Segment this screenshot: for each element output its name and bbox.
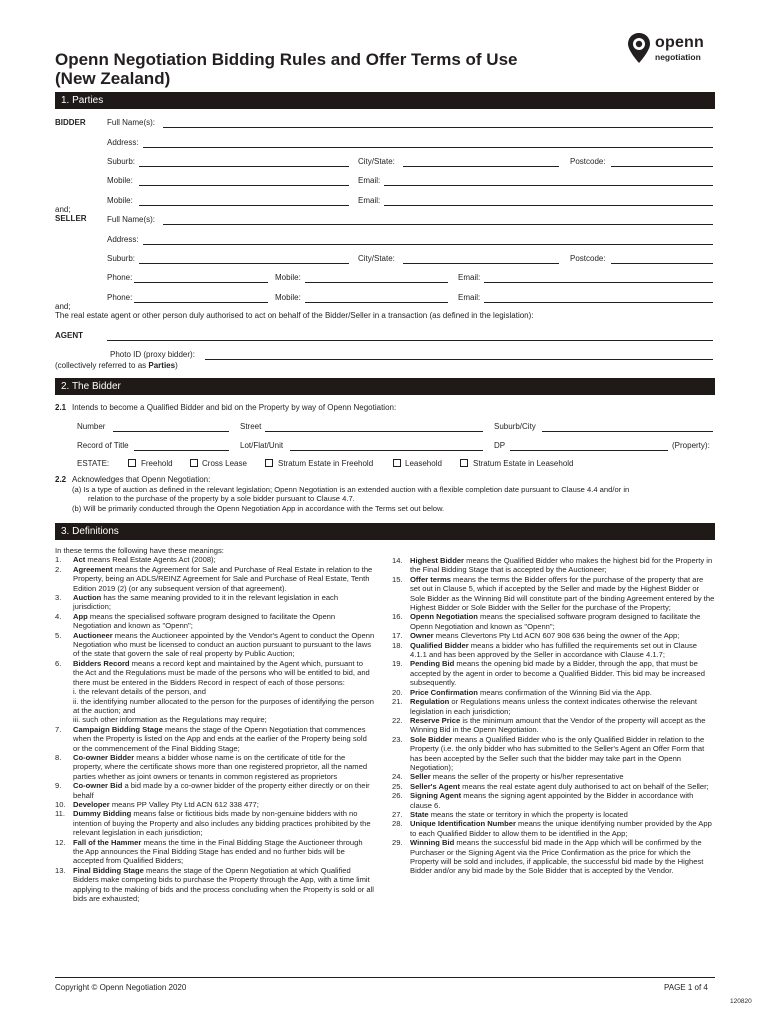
seller-city-label: City/State: [358, 254, 395, 263]
estate-label: ESTATE: [77, 459, 110, 468]
definition-number: 22. [392, 715, 403, 725]
definition-text: has the same meaning provided to it in the relevant legislation in each jurisdiction; [73, 593, 339, 612]
definition-number: 10. [55, 799, 66, 809]
seller-email-label: Email: [458, 273, 481, 282]
stratum-leasehold-label: Stratum Estate in Leasehold [473, 459, 574, 468]
definition-item [55, 715, 375, 724]
definition-number: 14. [392, 556, 403, 565]
definition-item [55, 687, 375, 696]
seller-phone-label: Phone: [107, 273, 133, 282]
definition-item [55, 866, 375, 904]
definition-number: 7. [55, 724, 62, 734]
definition-term: Co-owner Bidder [73, 752, 135, 762]
definition-term: Dummy Bidding [73, 809, 132, 819]
number-field[interactable] [113, 431, 229, 432]
bidder-postcode-field[interactable] [611, 166, 713, 167]
and-text: and; [55, 205, 71, 214]
suburb-city-field[interactable] [542, 431, 713, 432]
definition-item [55, 800, 375, 809]
definition-text: means the unique identifying number provided by the App to each Qualified Bidder to allow them to be identified in the App; [410, 819, 712, 838]
footer-copyright: Copyright © Openn Negotiation 2020 [55, 983, 187, 992]
bidder-address-label: Address: [107, 138, 139, 147]
agent-field[interactable] [107, 340, 713, 341]
seller-mobile-label: Mobile: [275, 273, 301, 282]
definition-number: 20. [392, 687, 403, 697]
definitions-left-column [55, 546, 375, 903]
bidder-mobile-field[interactable] [139, 185, 349, 186]
stratum-freehold-label: Stratum Estate in Freehold [278, 459, 374, 468]
bidder-mobile2-label: Mobile: [107, 196, 133, 205]
definition-item [392, 688, 715, 697]
definition-number: 5. [55, 630, 62, 640]
seller-full-names-label: Full Name(s): [107, 215, 156, 224]
seller-label: SELLER [55, 214, 87, 223]
bidder-suburb-label: Suburb: [107, 157, 136, 166]
lot-label: Lot/Flat/Unit [240, 441, 284, 450]
definition-number: 15. [392, 574, 403, 584]
agent-description: The real estate agent or other person duly authorised to act on behalf of the Bidder/Seller in a transaction (as defined in the legislation): [55, 311, 534, 320]
seller-phone-field[interactable] [134, 282, 268, 283]
definition-text: means the terms the Bidder offers for the purchase of the property that are set out in Clause 5, which if accepted by the Seller and made by the Highest Bidder or Sole Bidder as the Winning Bid will constitute part of the binding Agreement entered by the Highest Bidder or Sole Bidder with the Seller for the purchase of the Property; [410, 574, 715, 613]
definition-item [392, 641, 715, 660]
definition-item [392, 697, 715, 716]
definition-item [55, 697, 375, 716]
definition-item [55, 659, 375, 687]
definition-item [392, 556, 715, 575]
definition-text: i. the relevant details of the person, and [73, 687, 206, 697]
definition-number: 1. [55, 555, 62, 565]
logo-word: openn [655, 34, 704, 51]
definition-text: ii. the identifying number allocated to the person for the purposes of identifying the person at the auction; and [73, 696, 374, 715]
definition-number: 8. [55, 752, 62, 762]
definition-item [392, 772, 715, 781]
definition-item [392, 810, 715, 819]
definition-term: Fall of the Hammer [73, 837, 142, 847]
collectively-text: (collectively referred to as Parties) [55, 361, 178, 370]
definition-text: means a bidder who has fulfilled the requirements set out in Clause 4.1.1 and has been approved by the Seller in accordance with Clause 4.1.7; [410, 640, 698, 660]
cross-lease-label: Cross Lease [202, 459, 247, 468]
definition-item [55, 612, 375, 631]
definition-number: 27. [392, 809, 403, 819]
definition-number: 3. [55, 593, 62, 603]
definition-term: Signing Agent [410, 791, 462, 801]
agent-label: AGENT [55, 331, 83, 340]
seller-city-field[interactable] [403, 263, 559, 264]
seller-mobile2-field[interactable] [305, 302, 448, 303]
seller-suburb-label: Suburb: [107, 254, 136, 263]
definition-text: means the signing agent appointed by the Bidder in accordance with clause 6. [410, 791, 694, 810]
record-title-field[interactable] [134, 450, 229, 451]
definition-item [392, 612, 715, 631]
definition-term: Bidders Record [73, 658, 130, 668]
definition-text: means the Auctioneer appointed by the Vendor's Agent to conduct the Openn Negotiation who must be licensed to conduct an auction pursuant to pursuant to the laws of the state that govern the sale of real property by Public Auction; [73, 630, 375, 659]
definition-text: a bid made by a co-owner bidder of the property either directly or on their behalf [73, 781, 370, 800]
definition-term: Openn Negotiation [410, 612, 478, 622]
bidder-city-label: City/State: [358, 157, 395, 166]
leasehold-checkbox[interactable] [393, 459, 401, 467]
logo-sub: negotiation [655, 52, 701, 62]
definition-text: means confirmation of the Winning Bid via the App. [477, 687, 652, 697]
definition-number: 23. [392, 734, 403, 744]
definition-text: means the stage of the Openn Negotiation that commences when the Property is listed on the App and ends at the earlier of the Property being sold or the commencement of the Final Bidding Stage; [73, 724, 367, 753]
bidder-full-names-field[interactable] [163, 127, 713, 128]
definition-number: 19. [392, 659, 403, 669]
definition-text: iii. such other information as the Regulations may require; [73, 715, 267, 725]
photo-id-field[interactable] [205, 359, 713, 360]
seller-postcode-label: Postcode: [570, 254, 606, 263]
definition-number: 4. [55, 611, 62, 621]
dp-label: DP [494, 441, 506, 450]
seller-mobile-field[interactable] [305, 282, 448, 283]
bidder-email2-field[interactable] [384, 205, 713, 206]
section-definitions-header: 3. Definitions [55, 523, 715, 540]
definition-text: means the opening bid made by a Bidder, through the app, that must be accepted by the agent in order to become a Qualified Bidder. This bid may be increased subsequently. [410, 659, 705, 688]
clause-2-1-number: 2.1 [55, 403, 67, 412]
definition-term: Sole Bidder [410, 734, 453, 744]
definition-term: Reserve Price [410, 715, 461, 725]
bidder-mobile-label: Mobile: [107, 176, 133, 185]
definition-number: 13. [55, 865, 66, 875]
definition-term: Final Bidding Stage [73, 865, 144, 875]
record-title-label: Record of Title [77, 441, 129, 450]
definition-item [392, 735, 715, 773]
definition-text: means the state or territory in which the property is located [428, 809, 628, 819]
definition-term: Owner [410, 631, 434, 641]
definition-term: Seller [410, 772, 431, 782]
definition-number: 24. [392, 772, 403, 782]
definition-term: Winning Bid [410, 838, 455, 848]
clause-2-2-number: 2.2 [55, 475, 67, 484]
definition-text: means the Qualified Bidder who makes the highest bid for the Property in the Final Bidding Stage that is accepted by the Auctioneer; [410, 556, 713, 575]
definition-number: 28. [392, 819, 403, 829]
definition-text: means the stage of the Openn Negotiation at which Qualified Bidders make competing bids to purchase the Property through the App, with a time limit applying to the making of bids and the process concluding when the Property is sold or all bids are exhausted; [73, 865, 374, 904]
bidder-email-field[interactable] [384, 185, 713, 186]
seller-email2-field[interactable] [484, 302, 713, 303]
definition-item [55, 631, 375, 659]
freehold-label: Freehold [141, 459, 173, 468]
definition-term: Price Confirmation [410, 687, 478, 697]
seller-suburb-field[interactable] [139, 263, 349, 264]
definition-item [55, 838, 375, 866]
definition-number: 29. [392, 838, 403, 848]
definition-term: Qualified Bidder [410, 640, 469, 650]
definition-term: App [73, 611, 88, 621]
definition-item [55, 555, 375, 564]
definition-number: 16. [392, 612, 403, 622]
definition-number: 21. [392, 697, 403, 707]
definition-term: Auction [73, 593, 102, 603]
definition-number: 11. [55, 809, 65, 819]
footer-page-number: PAGE 1 of 4 [664, 983, 708, 992]
definition-number: 26. [392, 791, 403, 801]
definition-text: or Regulations means unless the context indicates otherwise the relevant legislation in each jurisdiction; [410, 697, 698, 716]
definition-text: means a Qualified Bidder who is the only Qualified Bidder in relation to the Property (i.e. the only bidder who has submitted to the Seller's Agent an Offer Form that has been accepted by the Seller such that the bidder may take part in the Openn Negotiation); [410, 734, 705, 772]
definition-term: Act [73, 555, 86, 565]
seller-email2-label: Email: [458, 293, 481, 302]
definition-item [392, 716, 715, 735]
definition-text: means PP Valley Pty Ltd ACN 612 338 477; [109, 799, 259, 809]
definition-term: Auctioneer [73, 630, 113, 640]
definitions-right-column [392, 556, 715, 876]
definition-text: means a bidder whose name is on the certificate of title for the property, where the certificate shows more than one registered proprietor, all the named parties whether as joint owners or tenants in common registered as proprietors [73, 752, 368, 781]
definition-number: 6. [55, 658, 62, 668]
definition-term: State [410, 809, 429, 819]
seller-full-names-field[interactable] [163, 224, 713, 225]
definition-text: means the specialised software program designed to facilitate the Openn Negotiation and known as "Openn"; [410, 612, 701, 631]
definition-term: Regulation [410, 697, 450, 707]
definition-number: 9. [55, 781, 62, 791]
page-title: Openn Negotiation Bidding Rules and Offer Terms of Use (New Zealand) [55, 50, 518, 88]
street-field[interactable] [265, 431, 483, 432]
definition-item [55, 565, 375, 593]
definition-text: means Clevertons Pty Ltd ACN 607 908 636 being the owner of the App; [433, 631, 680, 641]
definition-item [392, 631, 715, 640]
dp-field[interactable] [510, 450, 668, 451]
definition-term: Developer [73, 799, 110, 809]
definition-term: Offer terms [410, 574, 451, 584]
bidder-email2-label: Email: [358, 196, 381, 205]
openn-pin-logo-icon [627, 32, 651, 64]
definition-number: 18. [392, 640, 403, 650]
photo-id-label: Photo ID (proxy bidder): [110, 350, 195, 359]
definition-text: means Real Estate Agents Act (2008); [85, 555, 216, 565]
definition-item [392, 791, 715, 810]
definition-text: means the successful bid made in the App which will be confirmed by the Purchaser or the Signing Agent via the Price Confirmation as the price for which the Property will be sold and includes, if applicable, the successful bid made by the Highest Bidder and/or any bid made by the Sole Bidder that is accepted by the Vendor. [410, 838, 704, 876]
definition-number: 2. [55, 564, 62, 574]
definition-term: Unique Identification Number [410, 819, 516, 829]
clause-2-2-b: (b) Will be primarily conducted through the Openn Negotiation App in accordance with the Terms set out below. [72, 504, 445, 513]
definitions-intro: In these terms the following have these meanings: [55, 546, 224, 555]
lot-field[interactable] [290, 450, 483, 451]
bidder-address-field[interactable] [143, 147, 713, 148]
suburb-city-label: Suburb/City [494, 422, 536, 431]
openn-logo [627, 32, 717, 68]
bidder-full-names-label: Full Name(s): [107, 118, 156, 127]
number-label: Number [77, 422, 106, 431]
definition-item [392, 659, 715, 687]
seller-postcode-field[interactable] [611, 263, 713, 264]
bidder-label: BIDDER [55, 118, 86, 127]
definition-term: Pending Bid [410, 659, 455, 669]
section-parties-header: 1. Parties [55, 92, 715, 109]
definition-term: Highest Bidder [410, 556, 465, 565]
stratum-freehold-checkbox[interactable] [265, 459, 273, 467]
seller-phone2-field[interactable] [134, 302, 268, 303]
street-label: Street [240, 422, 262, 431]
definition-text: means a record kept and maintained by the Agent which, pursuant to the Act and the Regulations must be made of the persons who will be entitled to bid, and there must be entered in the Bidders Record in respect of each of those persons: [73, 658, 370, 687]
definition-item [392, 575, 715, 613]
definition-text: means the specialised software program designed to facilitate the Openn Negotiation and known as "Openn"; [73, 611, 336, 631]
freehold-checkbox[interactable] [128, 459, 136, 467]
definition-text: means the seller of the property or his/her representative [430, 772, 624, 782]
bidder-postcode-label: Postcode: [570, 157, 606, 166]
definition-item [55, 781, 375, 800]
bidder-city-field[interactable] [403, 166, 559, 167]
seller-address-label: Address: [107, 235, 139, 244]
footer-code: 120820 [730, 998, 752, 1005]
definition-item [55, 593, 375, 612]
seller-address-field[interactable] [143, 244, 713, 245]
section-bidder-header: 2. The Bidder [55, 378, 715, 395]
definition-number: 17. [392, 631, 403, 641]
definition-item [55, 753, 375, 781]
definition-text: means false or fictitious bids made by non-genuine bidders with no intention of buying the Property and also includes any bidding practices prohibited by the relevant legislation in each jurisdiction; [73, 809, 371, 838]
seller-mobile2-label: Mobile: [275, 293, 301, 302]
clause-2-2-text: Acknowledges that Openn Negotiation: [72, 475, 211, 484]
definition-item [55, 725, 375, 753]
bidder-suburb-field[interactable] [139, 166, 349, 167]
bidder-email-label: Email: [358, 176, 381, 185]
footer-divider [55, 977, 715, 978]
definition-text: means the Agreement for Sale and Purchase of Real Estate in relation to the Property, being an ADLS/REINZ Agreement for Sale and Purchase of Real Estate, Tenth Edition 2019 (2) (or any subsequent version of that agreement). [73, 564, 373, 593]
seller-email-field[interactable] [484, 282, 713, 283]
definition-text: means the time in the Final Bidding Stage the Auctioneer through the App announces the Final Bidding Stage has ended and no further bids will be accepted from Qualified Bidders; [73, 837, 363, 866]
clause-2-2-a-line2: relation to the purchase of the property by a sole bidder pursuant to Clause 4.7. [88, 494, 355, 503]
clause-2-1-text: Intends to become a Qualified Bidder and bid on the Property by way of Openn Negotiation: [72, 403, 397, 412]
definition-text: means the real estate agent duly authorised to act on behalf of the Seller; [460, 781, 709, 791]
definition-item [392, 819, 715, 838]
leasehold-label: Leasehold [405, 459, 442, 468]
cross-lease-checkbox[interactable] [190, 459, 198, 467]
definition-number: 12. [55, 837, 66, 847]
definition-number: 25. [392, 781, 403, 791]
definition-term: Campaign Bidding Stage [73, 724, 163, 734]
definition-item [392, 838, 715, 876]
clause-2-2-a-line1: (a) Is a type of auction as defined in the relevant legislation; Openn Negotiation is an extended auction with a flexible completion date pursuant to Clause 4.4 and/or in [72, 485, 630, 494]
definition-item [392, 782, 715, 791]
seller-phone2-label: Phone: [107, 293, 133, 302]
bidder-mobile2-field[interactable] [139, 205, 349, 206]
property-label: (Property): [672, 441, 710, 450]
definition-item [55, 809, 375, 837]
definition-term: Seller's Agent [410, 781, 461, 791]
stratum-leasehold-checkbox[interactable] [460, 459, 468, 467]
and-text-2: and; [55, 302, 71, 311]
definition-term: Co-owner Bid [73, 781, 123, 791]
definition-text: is the minimum amount that the Vendor of the property will accept as the Winning Bid in the Openn Negotiation. [410, 715, 706, 735]
definition-term: Agreement [73, 564, 113, 574]
